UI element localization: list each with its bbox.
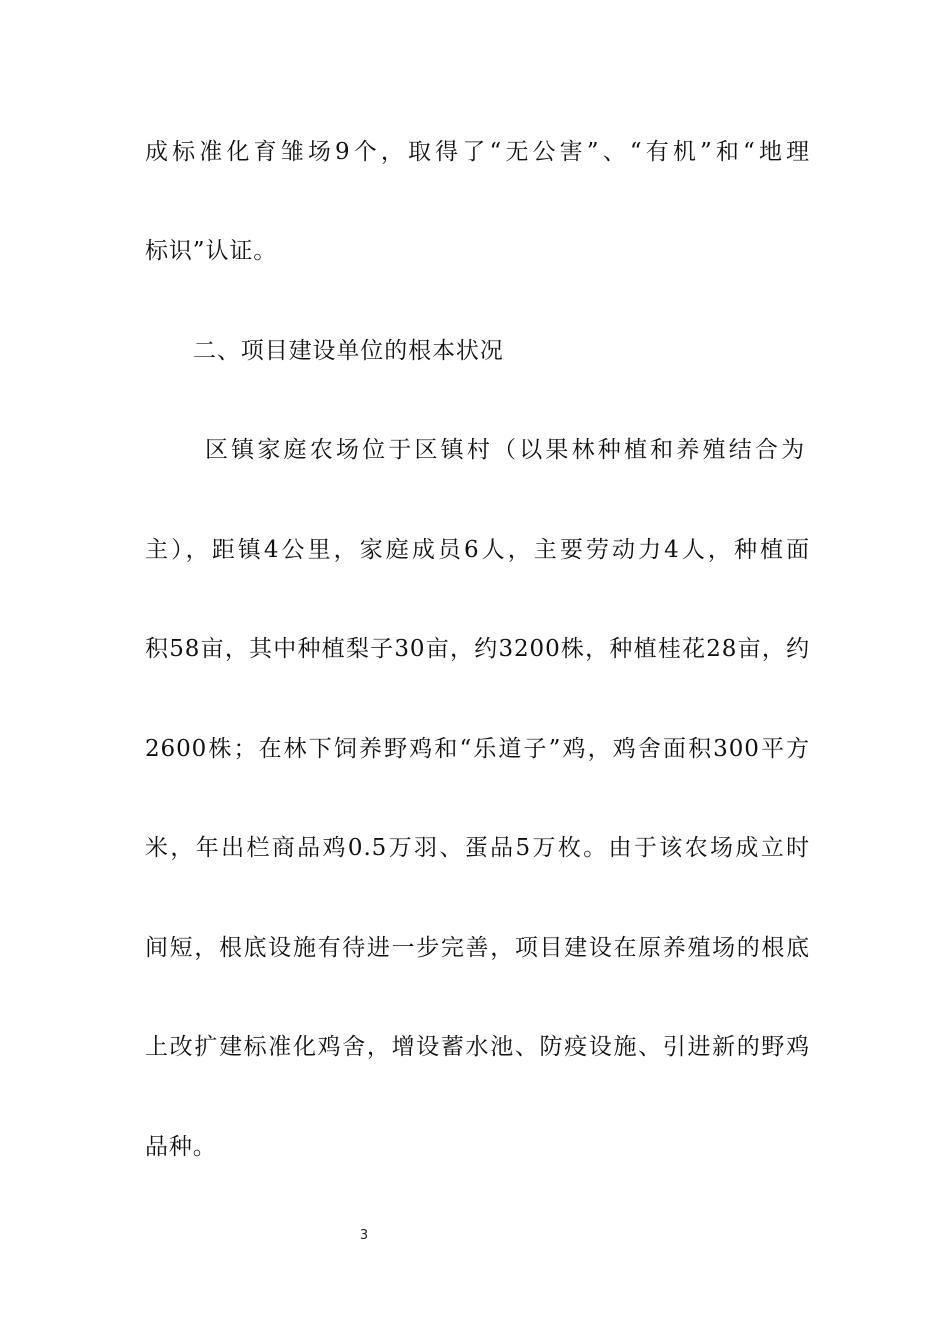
paragraph-line: 米，年出栏商品鸡0.5万羽、蛋品5万枚。由于该农场成立时 — [145, 835, 810, 861]
page-number: 3 — [359, 1228, 369, 1243]
section-heading: 二、项目建设单位的根本状况 — [193, 338, 504, 364]
paragraph-line: 主），距镇4公里，家庭成员6人，主要劳动力4人，种植面 — [145, 537, 810, 563]
paragraph-line: 2600株；在林下饲养野鸡和“乐道子”鸡，鸡舍面积300平方 — [145, 736, 810, 762]
paragraph-line: 积58亩，其中种植梨子30亩，约3200株，种植桂花28亩，约 — [145, 636, 810, 662]
paragraph-line: 成标准化育雏场9个，取得了“无公害”、“有机”和“地理 — [145, 139, 810, 165]
paragraph-line: 标识”认证。 — [145, 238, 278, 264]
paragraph-line: 上改扩建标准化鸡舍，增设蓄水池、防疫设施、引进新的野鸡 — [145, 1034, 810, 1060]
paragraph-line: 间短，根底设施有待进一步完善，项目建设在原养殖场的根底 — [145, 935, 810, 961]
paragraph-line: 品种。 — [145, 1134, 217, 1160]
paragraph-line: 区镇家庭农场位于区镇村（以果林种植和养殖结合为 — [205, 437, 805, 463]
